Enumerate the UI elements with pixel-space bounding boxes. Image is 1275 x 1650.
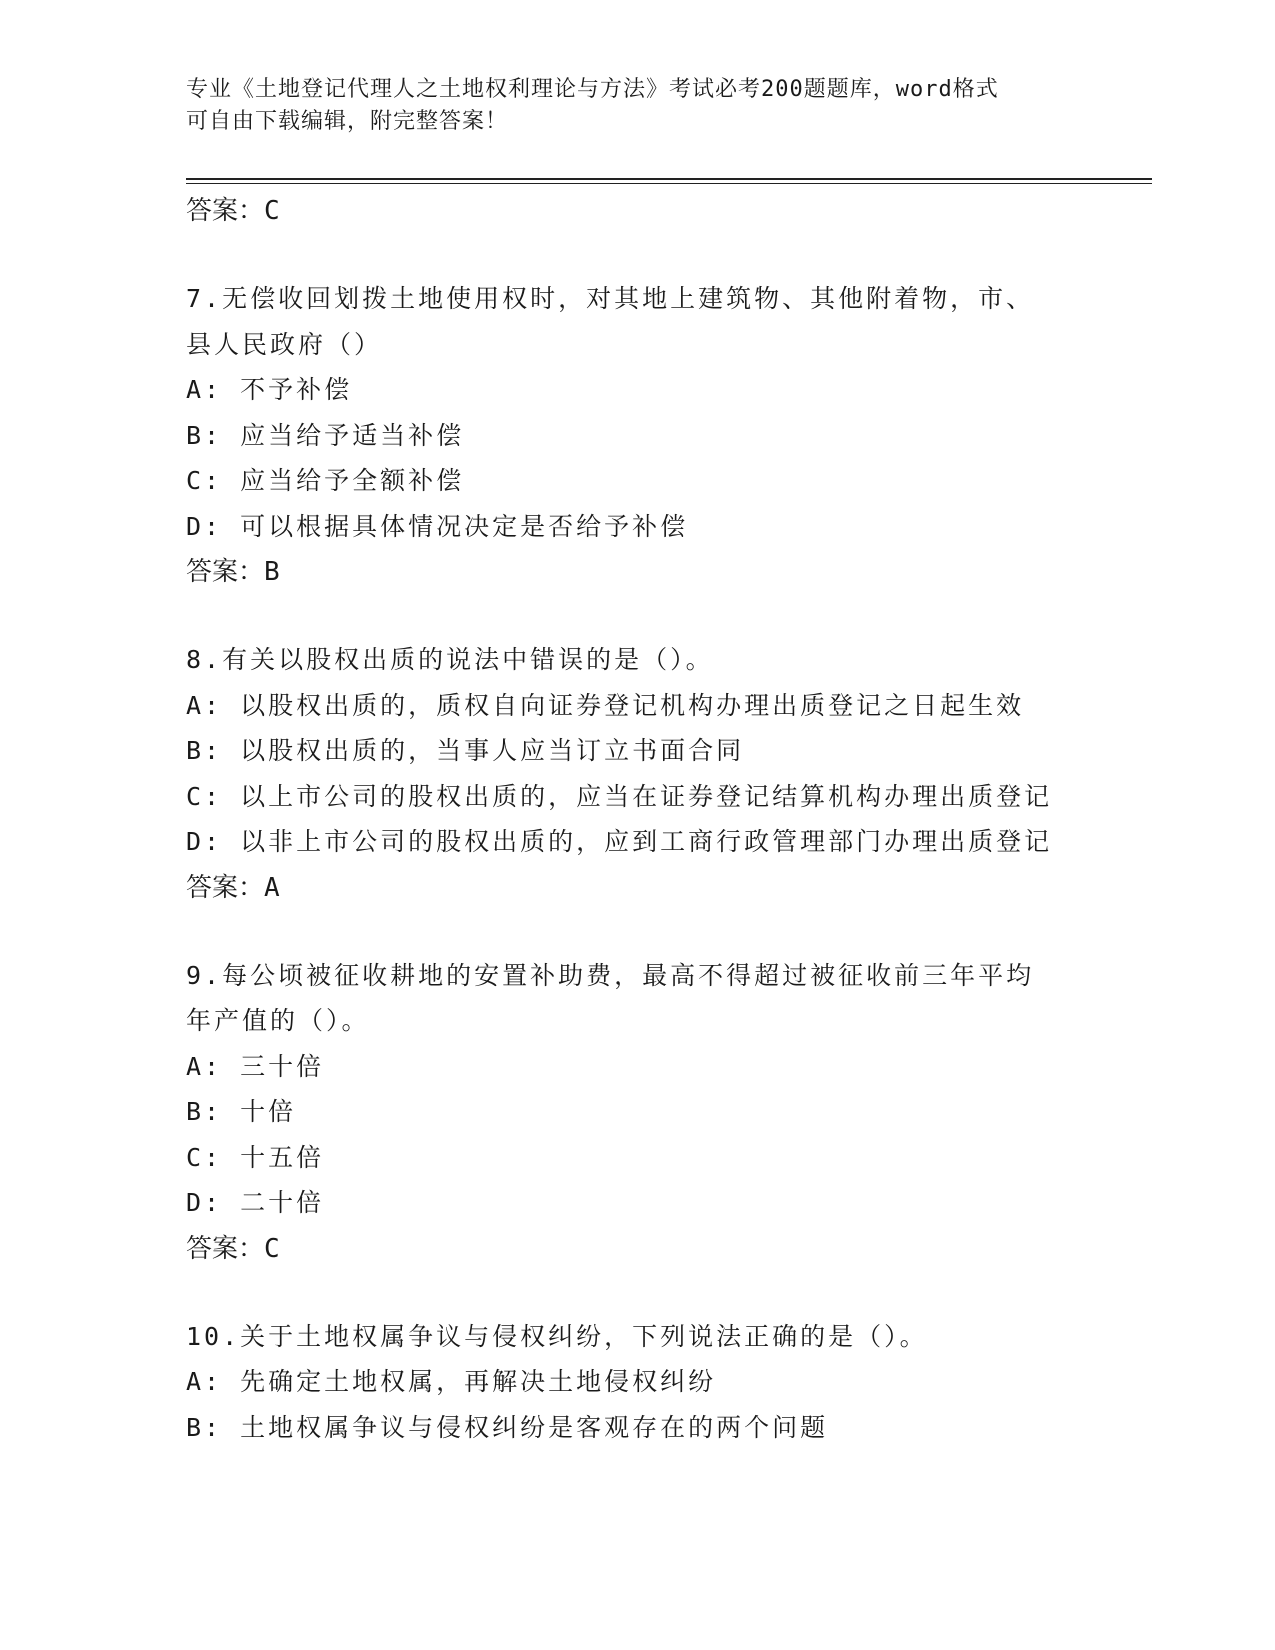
option-c: C: 应当给予全额补偿 (186, 466, 465, 495)
question-text: 10.关于土地权属争议与侵权纠纷，下列说法正确的是（）。 (186, 1321, 928, 1351)
answer-label: 答案： (186, 1233, 265, 1264)
answer-q7 (186, 549, 1152, 595)
option-a: A: 三十倍 (186, 1051, 325, 1081)
question-text-continued: 县人民政府（） (186, 329, 383, 359)
option-a: A: 先确定土地权属，再解决土地侵权纠纷 (186, 1367, 717, 1396)
question-text: 9.每公顷被征收耕地的安置补助费，最高不得超过被征收前三年平均 (186, 960, 1035, 990)
option-b: B: 十倍 (186, 1097, 297, 1126)
question-list (186, 188, 1152, 1450)
option-b: B: 土地权属争议与侵权纠纷是客观存在的两个问题 (186, 1412, 829, 1442)
option-d: D: 二十倍 (186, 1188, 325, 1217)
question-8 (186, 637, 1152, 911)
header-line-1: 专业《土地登记代理人之土地权利理论与方法》考试必考200题题库，word格式 (186, 77, 999, 102)
option-b: B: 应当给予适当补偿 (186, 420, 465, 450)
answer-q9 (186, 1226, 1152, 1272)
option-d: D: 以非上市公司的股权出质的，应到工商行政管理部门办理出质登记 (186, 827, 1053, 856)
option-d: D: 可以根据具体情况决定是否给予补偿 (186, 511, 689, 541)
question-text: 7.无偿收回划拨土地使用权时，对其地上建筑物、其他附着物，市、 (186, 284, 1035, 313)
answer-value: A (264, 872, 280, 903)
answer-q8 (186, 865, 1152, 911)
header-line-2: 可自由下载编辑，附完整答案！ (186, 109, 509, 134)
header-divider (186, 178, 1152, 184)
question-9 (186, 953, 1152, 1272)
question-10 (186, 1314, 1152, 1451)
option-a: A: 不予补偿 (186, 375, 353, 404)
answer-q6 (186, 188, 1152, 234)
page-header (186, 74, 1066, 138)
answer-value: B (264, 557, 280, 587)
answer-value: C (264, 1233, 280, 1264)
answer-label: 答案： (186, 872, 265, 903)
option-a: A: 以股权出质的，质权自向证券登记机构办理出质登记之日起生效 (186, 690, 1025, 720)
question-text-continued: 年产值的（）。 (186, 1006, 370, 1035)
answer-label: 答案： (186, 557, 265, 587)
question-7 (186, 276, 1152, 595)
question-text: 8.有关以股权出质的说法中错误的是（）。 (186, 645, 714, 674)
answer-label: 答案： (186, 196, 265, 226)
answer-value: C (264, 196, 280, 226)
option-c: C: 以上市公司的股权出质的，应当在证券登记结算机构办理出质登记 (186, 781, 1053, 811)
option-b: B: 以股权出质的，当事人应当订立书面合同 (186, 736, 745, 765)
option-c: C: 十五倍 (186, 1142, 325, 1172)
